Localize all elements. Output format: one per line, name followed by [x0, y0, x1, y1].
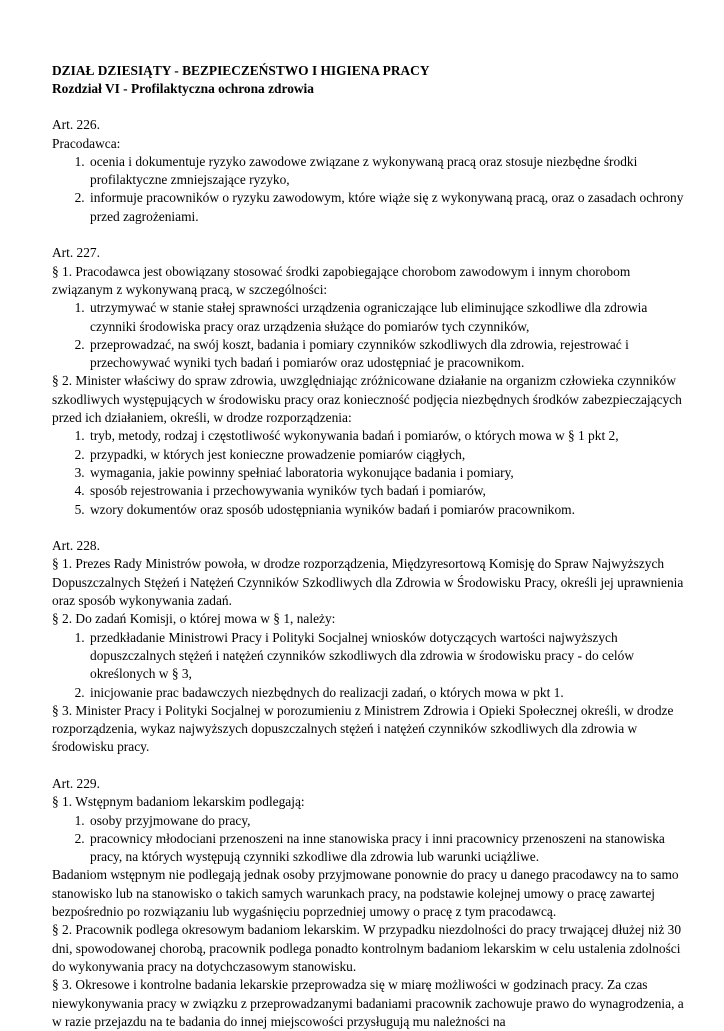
paragraph: § 2. Minister właściwy do spraw zdrowia, uwzględniając zróżnicowane działanie na organizm człowieka czynników szkodliwych występujących w środowisku pracy oraz konieczność podjęcia niezbędnych środków zabezpieczających przed ich działaniem, określi, w drodze rozporządzenia:	[52, 373, 682, 426]
article-226	[52, 116, 692, 226]
spacer	[52, 519, 692, 537]
list-item: 1. przedkładanie Ministrowi Pracy i Polityki Socjalnej wniosków dotyczących wartości najwyższych dopuszczalnych stężeń i natężeń czynników szkodliwych dla zdrowia w środowisku pracy - do celów określonych w § 3,	[88, 629, 692, 684]
article-title: Art. 226.	[52, 117, 100, 133]
article-list	[52, 427, 692, 518]
list-item: 3. wymagania, jakie powinny spełniać laboratoria wykonujące badania i pomiary,	[88, 464, 692, 482]
list-item: 1. ocenia i dokumentuje ryzyko zawodowe związane z wykonywaną pracą oraz stosuje niezbędne środki profilaktyczne zmniejszające ryzyko,	[88, 153, 692, 190]
document-page	[52, 62, 692, 1031]
article-227	[52, 244, 692, 518]
list-item: 1. utrzymywać w stanie stałej sprawności urządzenia ograniczające lub eliminujące szkodliwe dla zdrowia czynniki środowiska pracy oraz urządzenia służące do pomiarów tych czynników,	[88, 299, 692, 336]
article-title: Art. 228.	[52, 538, 100, 554]
spacer	[52, 226, 692, 244]
list-item: 2. pracownicy młodociani przenoszeni na inne stanowiska pracy i inni pracownicy przenoszeni na stanowiska pracy, na których występują czynniki szkodliwe dla zdrowia lub warunki uciążliwe.	[88, 830, 692, 867]
paragraph: § 2. Do zadań Komisji, o której mowa w § 1, należy:	[52, 611, 336, 627]
paragraph: § 3. Minister Pracy i Polityki Socjalnej w porozumieniu z Ministrem Zdrowia i Opieki Społecznej określi, w drodze rozporządzenia, wykaz najwyższych dopuszczalnych stężeń i natężeń czynników szkodliwych dla zdrowia w środowisku pracy.	[52, 702, 674, 755]
article-intro: Pracodawca:	[52, 135, 121, 151]
article-title: Art. 227.	[52, 245, 100, 261]
article-list	[52, 629, 692, 702]
spacer	[52, 757, 692, 775]
article-228	[52, 537, 692, 757]
paragraph: § 1. Wstępnym badaniom lekarskim podlegają:	[52, 794, 305, 810]
list-item: 4. sposób rejestrowania i przechowywania wyników tych badań i pomiarów,	[88, 482, 692, 500]
list-item: 2. przypadki, w których jest konieczne prowadzenie pomiarów ciągłych,	[88, 446, 692, 464]
section-heading: DZIAŁ DZIESIĄTY - BEZPIECZEŃSTWO I HIGIENA PRACY	[52, 63, 430, 78]
paragraph: § 2. Pracownik podlega okresowym badaniom lekarskim. W przypadku niezdolności do pracy trwającej dłużej niż 30 dni, spowodowanej chorobą, pracownik podlega ponadto kontrolnym badaniom lekarskim w celu ustalenia zdolności do wykonywania pracy na dotychczasowym stanowisku.	[52, 922, 682, 974]
list-item: 1. tryb, metody, rodzaj i częstotliwość wykonywania badań i pomiarów, o których mowa w § 1 pkt 2,	[88, 427, 692, 445]
list-item: 1. osoby przyjmowane do pracy,	[88, 812, 692, 830]
chapter-heading: Rozdział VI - Profilaktyczna ochrona zdrowia	[52, 81, 314, 96]
article-list	[52, 812, 692, 867]
article-list	[52, 153, 692, 226]
list-item: 2. informuje pracowników o ryzyku zawodowym, które wiąże się z wykonywaną pracą, oraz o zasadach ochrony przed zagrożeniami.	[88, 189, 692, 226]
spacer	[52, 98, 692, 116]
paragraph: Badaniom wstępnym nie podlegają jednak osoby przyjmowane ponownie do pracy u danego pracodawcy na to samo stanowisko lub na stanowisko o takich samych warunkach pracy, na podstawie kolejnej umowy o pracę zawartej bezpośrednio po rozwiązaniu lub wygaśnięciu poprzedniej umowy o pracę z tym pracodawcą.	[52, 867, 679, 920]
list-item: 2. przeprowadzać, na swój koszt, badania i pomiary czynników szkodliwych dla zdrowia, rejestrować i przechowywać wyniki tych badań i pomiarów oraz udostępniać je pracownikom.	[88, 336, 692, 373]
paragraph: § 1. Pracodawca jest obowiązany stosować środki zapobiegające chorobom zawodowym i innym chorobom związanym z wykonywaną pracą, w szczególności:	[52, 263, 631, 297]
paragraph: § 3. Okresowe i kontrolne badania lekarskie przeprowadza się w miarę możliwości w godzinach pracy. Za czas niewykonywania pracy w związku z przeprowadzanymi badaniami pracownik zachowuje prawo do wynagrodzenia, a w razie przejazdu na te badania do innej miejscowości przysługują mu należności na	[52, 977, 684, 1029]
article-title: Art. 229.	[52, 775, 100, 791]
list-item: 5. wzory dokumentów oraz sposób udostępniania wyników badań i pomiarów pracownikom.	[88, 501, 692, 519]
list-item: 2. inicjowanie prac badawczych niezbędnych do realizacji zadań, o których mowa w pkt 1.	[88, 684, 692, 702]
paragraph: § 1. Prezes Rady Ministrów powoła, w drodze rozporządzenia, Międzyresortową Komisję do Spraw Najwyższych Dopuszczalnych Stężeń i Natężeń Czynników Szkodliwych dla Zdrowia w Środowisku Pracy, określi jej uprawnienia oraz sposób wykonywania zadań.	[52, 556, 684, 609]
article-list	[52, 299, 692, 372]
article-229	[52, 775, 692, 1031]
